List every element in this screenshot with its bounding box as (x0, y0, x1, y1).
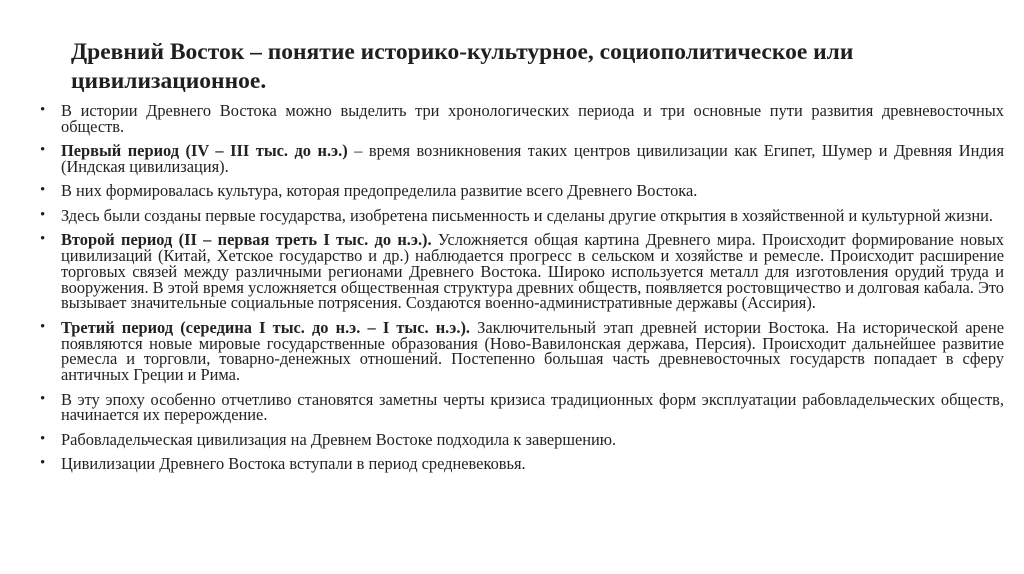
bullet-item-5 (40, 232, 1004, 311)
bullet-dot-icon: • (40, 231, 46, 248)
bullet-dot-icon: • (40, 318, 46, 335)
slide-title-line-2: цивилизационное. (71, 68, 267, 94)
bullet-text: Здесь были созданы первые государства, изобретена письменность и сделаны другие открытия в хозяйственной и культурной жизни. (61, 205, 993, 225)
bullet-dot-icon: • (40, 390, 46, 407)
bullet-dot-icon: • (40, 182, 46, 199)
bullet-item-3 (40, 183, 1004, 199)
slide-title-line-1: Древний Восток – понятие историко-культурное, социополитическое или (71, 39, 854, 65)
bullet-bold-text: Второй период (II – первая треть I тыс. до н.э.). (61, 230, 432, 250)
bullet-bold-text: Третий период (середина I тыс. до н.э. – I тыс. н.э.). (61, 317, 471, 337)
bullet-item-2 (40, 143, 1004, 175)
bullet-list (40, 103, 1004, 480)
bullet-text: В истории Древнего Востока можно выделить три хронологических периода и три основные пути развития древневосточных обществ. (61, 101, 1004, 136)
bullet-dot-icon: • (40, 142, 46, 159)
bullet-text: – время возникновения таких центров цивилизации как Египет, Шумер и Древняя Индия (Индская цивилизация). (61, 141, 1004, 176)
bullet-item-7 (40, 389, 1004, 425)
bullet-text: В них формировалась культура, которая предопределила развитие всего Древнего Востока. (61, 181, 698, 201)
bullet-item-8 (40, 429, 1004, 449)
bullet-text: Усложняется общая картина Древнего мира. Происходит формирование новых цивилизаций (Китай, Хетское государство и др.) наблюдается прогресс в сельском и хозяйстве и ремесле. Происходит расширение торговых связей между различными регионами Древнего Востока. Широко используется металл для изготовления орудий труда и вооружения. В этой время усложняется общественная структура древних обществ, появляется ростовщичество и долговая кабала. Это вызывает значительные социальные потрясения. Создаются военно-административные державы (Ассирия). (61, 230, 1004, 313)
slide-title (71, 38, 971, 96)
bullet-dot-icon: • (40, 102, 46, 118)
bullet-dot-icon: • (40, 430, 46, 447)
bullet-dot-icon: • (40, 206, 46, 223)
bullet-text: Цивилизации Древнего Востока вступали в период средневековья. (61, 454, 526, 474)
bullet-item-9 (40, 456, 1004, 472)
bullet-item-4 (40, 205, 1004, 225)
bullet-dot-icon: • (40, 455, 46, 472)
bullet-text: В эту эпоху особенно отчетливо становятся заметны черты кризиса традиционных форм эксплуатации рабовладельческих обществ, начинается их перерождение. (61, 389, 1004, 425)
bullet-text: Заключительный этап древней истории Востока. На исторической арене появляются новые мировые государственные образования (Ново-Вавилонская держава, Персия). Происходит дальнейшее развитие ремесла и торговли, товарно-денежных отношений. Постепенно большая часть древневосточных государств попадает в сферу античных Греции и Рима. (61, 317, 1004, 385)
bullet-text: Рабовладельческая цивилизация на Древнем Востоке подходила к завершению. (61, 429, 617, 449)
bullet-bold-text: Первый период (IV – III тыс. до н.э.) (61, 141, 348, 161)
bullet-item-6 (40, 317, 1004, 385)
bullet-item-1 (40, 103, 1004, 135)
